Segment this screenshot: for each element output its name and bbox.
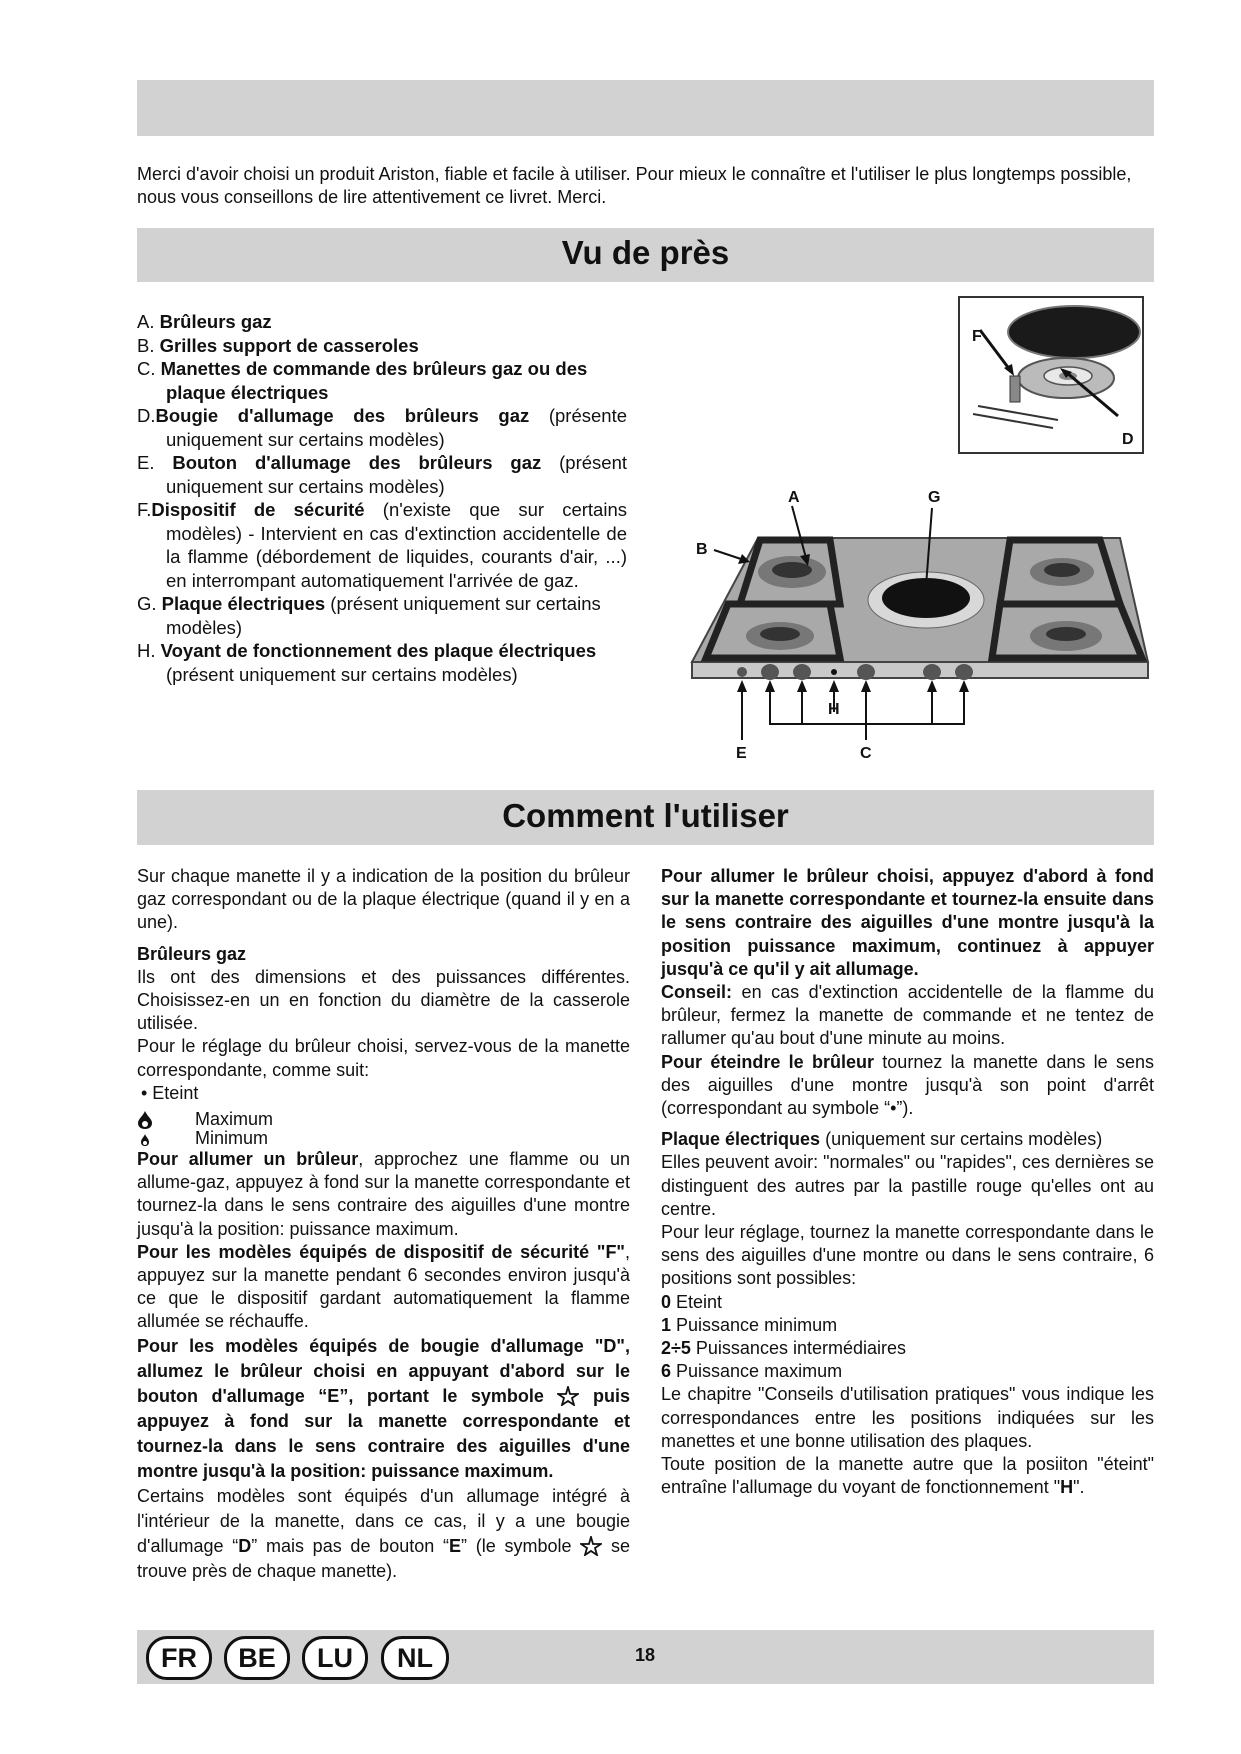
- spark-icon: [580, 1536, 602, 1556]
- position-2-5: 2÷5 Puissances intermédiaires: [661, 1338, 907, 1359]
- usage-left-column: [137, 865, 630, 1584]
- cooktop-diagram: [680, 478, 1164, 768]
- light-burner-paragraph: Pour allumer un brûleur, approchez une flamme ou un allume-gaz, appuyez à fond sur la manette correspondante et tournez-la dans le sens contraire des aiguilles d'une montre jusqu'à la position: puissance maximum.: [137, 1149, 631, 1239]
- header-band: [137, 80, 1154, 136]
- component-legend: [137, 310, 627, 686]
- diagram-label-c: C: [860, 745, 872, 762]
- page-number: 18: [634, 1645, 656, 1665]
- off-position: • Eteint: [141, 1082, 199, 1103]
- country-badge-nl: NL: [381, 1636, 449, 1680]
- integrated-ignition-paragraph: Certains modèles sont équipés d'un allumage intégré à l'intérieur de la manette, dans ce cas, il y a une bougie d'allumage “D” mais pas de bouton “E” (le symbole se trouve près de chaque manette).: [137, 1485, 630, 1581]
- light-chosen-burner-paragraph: Pour allumer le brûleur choisi, appuyez d'abord à fond sur la manette correspondante et tournez-la ensuite dans le sens contraire des aiguilles d'une montre jusqu'à la position puissance maximum, continuez à appuyer jusqu'à ce qu'il y ait allumage.: [661, 866, 1154, 979]
- legend-item-g: G. Plaque électriques (présent uniquement sur certains modèles): [137, 593, 601, 638]
- burners-paragraph: Ils ont des dimensions et des puissances différentes. Choisissez-en un en fonction du diamètre de la casserole utilisée.: [137, 966, 630, 1034]
- diagram-label-a: A: [788, 489, 800, 506]
- spark-icon: [557, 1386, 579, 1406]
- legend-item-e: E. Bouton d'allumage des brûleurs gaz (présent uniquement sur certains modèles): [137, 452, 628, 497]
- turn-off-burner-paragraph: Pour éteindre le brûleur tournez la manette dans le sens des aiguilles d'une montre jusqu'à son point d'arrêt (correspondant au symbole “•”).: [661, 1051, 1155, 1119]
- knob-indication-paragraph: Sur chaque manette il y a indication de la position du brûleur gaz correspondant ou de la plaque électrique (quand il y en a une).: [137, 866, 630, 933]
- maximum-label: Maximum: [195, 1108, 274, 1129]
- legend-item-a: A. Brûleurs gaz: [137, 311, 272, 332]
- knob-setting-paragraph: Pour le réglage du brûleur choisi, servez-vous de la manette correspondante, comme suit:: [137, 1036, 630, 1080]
- country-badge-fr: FR: [146, 1636, 212, 1680]
- diagram-label-f: F: [972, 328, 982, 345]
- diagram-label-b: B: [696, 541, 708, 558]
- safety-device-detail-diagram: [958, 296, 1144, 454]
- legend-item-d: D.Bougie d'allumage des brûleurs gaz (présente uniquement sur certains modèles): [137, 405, 627, 450]
- usage-right-column: [661, 865, 1154, 1499]
- intro-text: Merci d'avoir choisi un produit Ariston, fiable et facile à utiliser. Pour mieux le connaître et l'utiliser le plus longtemps possible, nous vous conseillons de lire attentivement ce livret. Merci.: [137, 164, 1132, 207]
- diagram-label-e: E: [736, 745, 747, 762]
- plate-types-paragraph: Elles peuvent avoir: "normales" ou "rapides", ces dernières se distinguent des autres par la pastille rouge qu'elles ont au centre.: [661, 1152, 1154, 1219]
- diagram-label-g: G: [928, 489, 941, 506]
- diagram-label-h: H: [828, 701, 840, 718]
- legend-item-h: H. Voyant de fonctionnement des plaque électriques (présent uniquement sur certains modèles): [137, 640, 597, 685]
- legend-item-f: F.Dispositif de sécurité (n'existe que sur certains modèles) - Intervient en cas d'extinction accidentelle de la flamme (débordement de liquides, courants d'air, ...) en interrompant automatiquement l'arrivée de gaz.: [137, 499, 627, 591]
- country-badge-lu: LU: [302, 1636, 368, 1680]
- advice-paragraph: Conseil: en cas d'extinction accidentelle de la flamme du brûleur, fermez la manette de commande et ne tentez de rallumer qu'au bout d'une minute au moins.: [661, 982, 1154, 1049]
- position-0: 0 Eteint: [661, 1291, 723, 1312]
- legend-item-c: C. Manettes de commande des brûleurs gaz ou des plaque électriques: [137, 358, 588, 403]
- diagram-label-d: D: [1122, 431, 1134, 448]
- safety-device-paragraph: Pour les modèles équipés de dispositif de sécurité "F", appuyez sur la manette pendant 6 secondes environ jusqu'à ce que le dispositif gardant automatiquement la flamme allumée se réchauffe.: [137, 1241, 630, 1332]
- minimum-row: [137, 1129, 630, 1148]
- ignition-plug-paragraph: Pour les modèles équipés de bougie d'allumage "D", allumez le brûleur choisi en appuyant d'abord sur le bouton d'allumage “E”, portant le symbole puis appuyez à fond sur la manette correspondante et tournez-la dans le sens contraire des aiguilles d'une montre jusqu'à la position: puissance maximum.: [137, 1335, 630, 1481]
- burners-heading: Brûleurs gaz: [137, 943, 247, 964]
- position-1: 1 Puissance minimum: [661, 1314, 838, 1335]
- minimum-label: Minimum: [195, 1127, 269, 1148]
- position-6: 6 Puissance maximum: [661, 1361, 843, 1382]
- plate-setting-paragraph: Pour leur réglage, tournez la manette correspondante dans le sens des aiguilles d'une montre ou dans le sens contraire, 6 positions sont possibles:: [661, 1222, 1154, 1289]
- section-title-vu-de-pres: Vu de près: [561, 234, 730, 271]
- small-flame-icon: [137, 1131, 153, 1147]
- electric-plates-heading: Plaque électriques (uniquement sur certains modèles): [661, 1129, 1103, 1150]
- section-title-comment-utiliser: Comment l'utiliser: [502, 797, 789, 834]
- country-badge-be: BE: [224, 1636, 290, 1680]
- legend-item-b: B. Grilles support de casseroles: [137, 334, 419, 356]
- practical-advice-paragraph: Le chapitre "Conseils d'utilisation pratiques" vous indique les correspondances entre les positions indiquées sur les manettes et une bonne utilisation des plaques.: [661, 1384, 1154, 1451]
- indicator-light-paragraph: Toute position de la manette autre que la posiiton "éteint" entraîne l'allumage du voyant de fonctionnement "H".: [661, 1454, 1154, 1498]
- large-flame-icon: [137, 1110, 153, 1130]
